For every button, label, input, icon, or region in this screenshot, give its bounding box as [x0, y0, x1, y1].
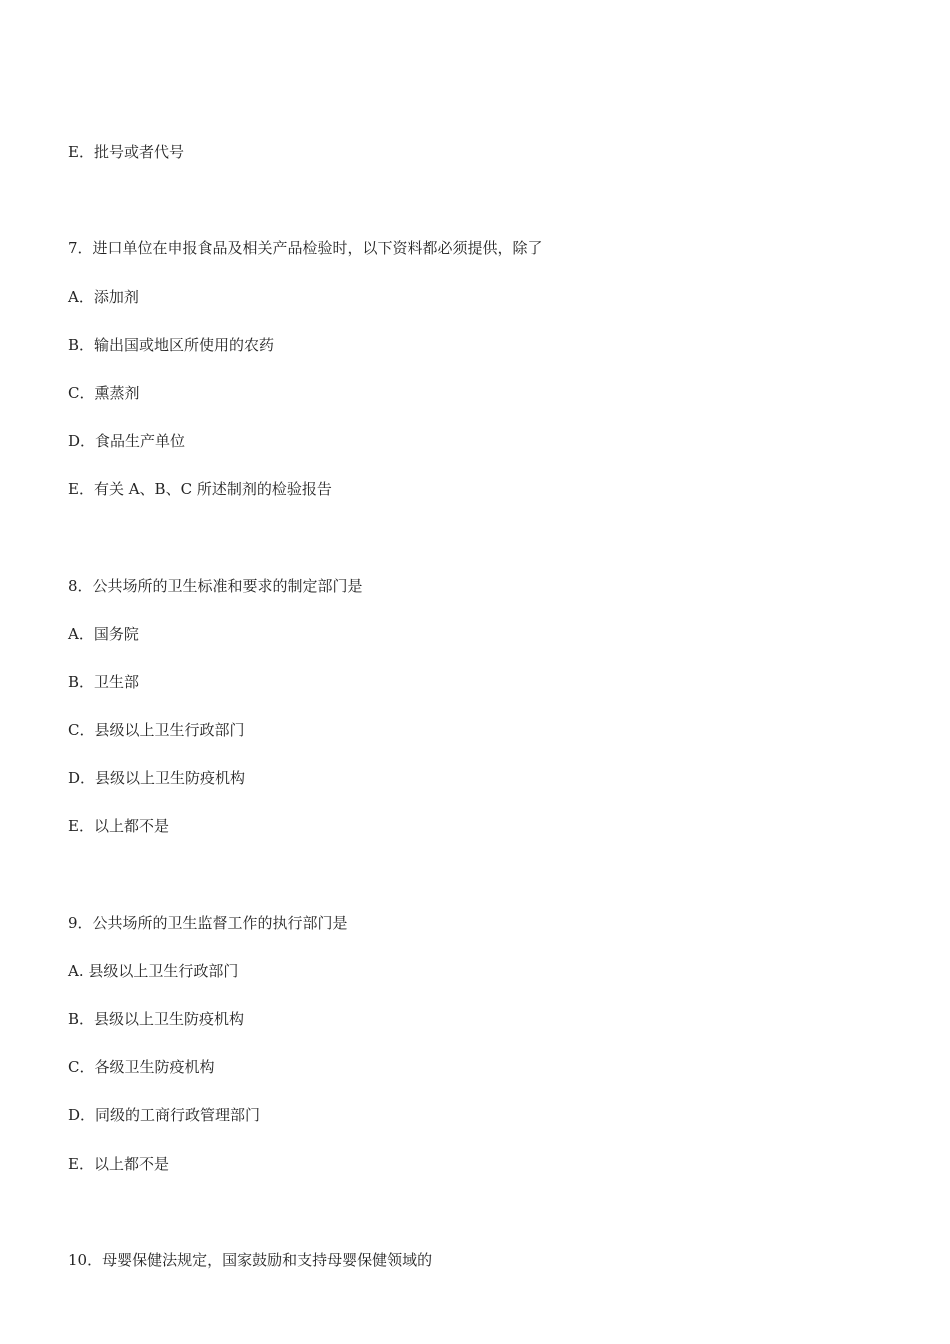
- option-7e: E．有关 A、B、C 所述制剂的检验报告: [68, 480, 332, 498]
- option-9b: B．县级以上卫生防疫机构: [68, 1010, 245, 1028]
- option-7a: A．添加剂: [68, 288, 139, 306]
- option-8e: E．以上都不是: [68, 817, 169, 835]
- option-6e: E．批号或者代号: [68, 143, 184, 161]
- option-7b: B．输出国或地区所使用的农药: [68, 336, 275, 354]
- option-7c: C．熏蒸剂: [68, 384, 140, 402]
- option-7d: D．食品生产单位: [68, 432, 186, 450]
- question-10: 10．母婴保健法规定，国家鼓励和支持母婴保健领域的: [68, 1251, 433, 1269]
- question-9: 9．公共场所的卫生监督工作的执行部门是: [68, 914, 348, 932]
- option-9a: A. 县级以上卫生行政部门: [68, 962, 239, 980]
- option-9d: D．同级的工商行政管理部门: [68, 1106, 261, 1124]
- question-8: 8．公共场所的卫生标准和要求的制定部门是: [68, 577, 363, 595]
- option-8d: D．县级以上卫生防疫机构: [68, 769, 246, 787]
- option-8c: C．县级以上卫生行政部门: [68, 721, 245, 739]
- option-8a: A．国务院: [68, 625, 139, 643]
- option-9c: C．各级卫生防疫机构: [68, 1058, 215, 1076]
- option-8b: B．卫生部: [68, 673, 140, 691]
- question-7: 7．进口单位在申报食品及相关产品检验时，以下资料都必须提供，除了: [68, 239, 543, 257]
- option-9e: E．以上都不是: [68, 1155, 169, 1173]
